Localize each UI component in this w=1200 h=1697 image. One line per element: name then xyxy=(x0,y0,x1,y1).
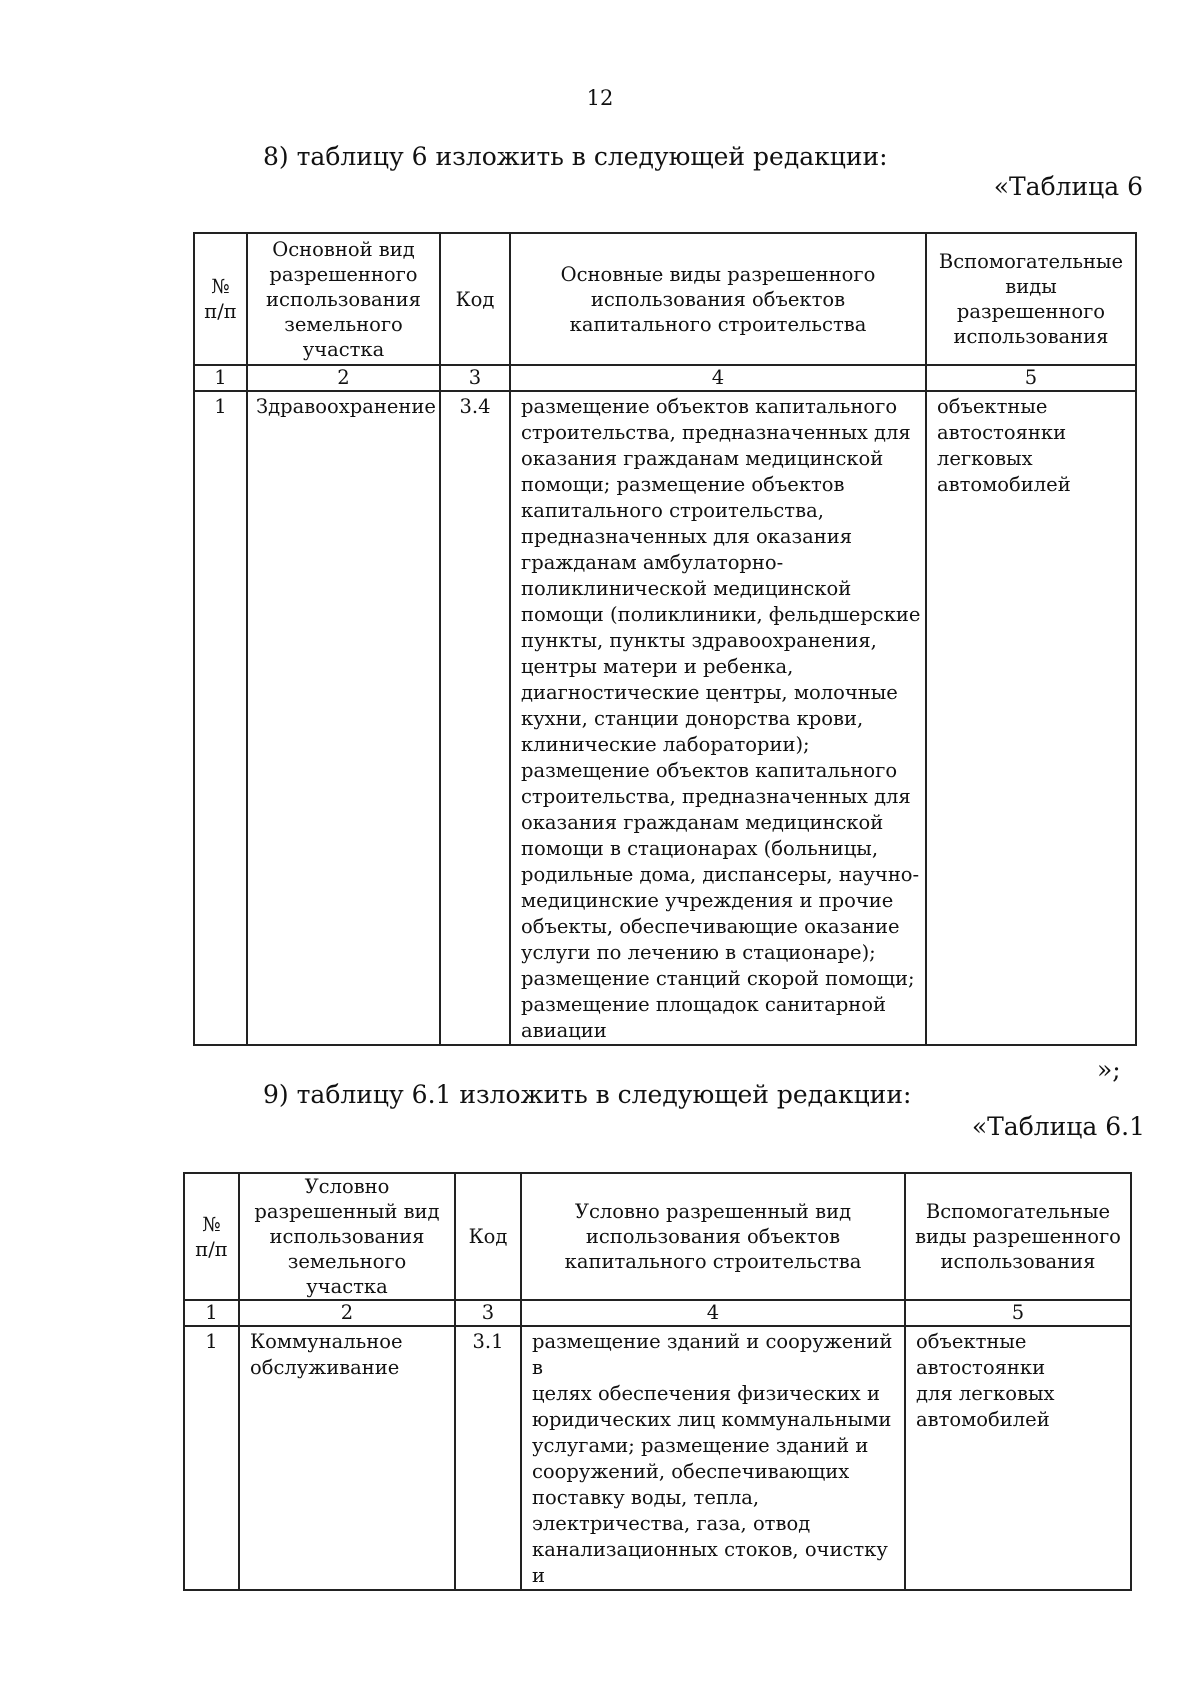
column-number: 2 xyxy=(247,365,440,391)
header-num: № п/п xyxy=(184,1173,239,1300)
row-description: размещение зданий и сооружений в целях обеспечения физических и юридических лиц коммунальными услугами; размещение зданий и сооружений, обеспечивающих поставку воды, тепла, электричества, газа, отвод канализационных стоков, очистку и xyxy=(521,1326,905,1590)
table-6-1-header-row xyxy=(184,1173,1131,1300)
header-auxiliary: Вспомогательные виды разрешенного использования xyxy=(905,1173,1131,1300)
page-number: 12 xyxy=(586,86,614,110)
table-6 xyxy=(193,232,1137,1046)
row-num: 1 xyxy=(184,1326,239,1590)
header-cond-type: Условно разрешенный вид использования земельного участка xyxy=(239,1173,455,1300)
table-6-1-column-numbers xyxy=(184,1300,1131,1326)
row-auxiliary: объектные автостоянки легковых автомобилей xyxy=(926,391,1136,1045)
row-description: размещение объектов капитального строительства, предназначенных для оказания гражданам медицинской помощи; размещение объектов капитального строительства, предназначенных для оказания гражданам амбулаторно- поликлинической медицинской помощи (поликлиники, фельдшерские пункты, пункты здравоохранения, центры матери и ребенка, диагностические центры, молочные кухни, станции донорства крови, клинические лаборатории); размещение объектов капитального строительства, предназначенных для оказания гражданам медицинской помощи в стационарах (больницы, родильные дома, диспансеры, научно- медицинские учреждения и прочие объекты, обеспечивающие оказание услуги по лечению в стационаре); размещение станций скорой помощи; размещение площадок санитарной авиации xyxy=(510,391,926,1045)
header-objects: Основные виды разрешенного использования объектов капитального строительства xyxy=(510,233,926,365)
row-code: 3.4 xyxy=(440,391,510,1045)
column-number: 2 xyxy=(239,1300,455,1326)
section-9-heading: 9) таблицу 6.1 изложить в следующей редакции: xyxy=(263,1080,912,1109)
header-code: Код xyxy=(440,233,510,365)
column-number: 1 xyxy=(184,1300,239,1326)
closing-quote: »; xyxy=(1097,1055,1121,1084)
row-num: 1 xyxy=(194,391,247,1045)
row-type: Здравоохранение xyxy=(247,391,440,1045)
header-main-type: Основной вид разрешенного использования земельного участка xyxy=(247,233,440,365)
table-6-caption: «Таблица 6 xyxy=(993,172,1143,201)
table-6-column-numbers xyxy=(194,365,1136,391)
column-number: 5 xyxy=(905,1300,1131,1326)
header-objects: Условно разрешенный вид использования объектов капитального строительства xyxy=(521,1173,905,1300)
table-6-header-row xyxy=(194,233,1136,365)
header-auxiliary: Вспомогательные виды разрешенного использования xyxy=(926,233,1136,365)
column-number: 5 xyxy=(926,365,1136,391)
column-number: 3 xyxy=(440,365,510,391)
column-number: 4 xyxy=(521,1300,905,1326)
table-6-1-caption: «Таблица 6.1 xyxy=(971,1112,1145,1141)
table-row xyxy=(184,1326,1131,1590)
header-code: Код xyxy=(455,1173,521,1300)
table-row xyxy=(194,391,1136,1045)
row-type: Коммунальное обслуживание xyxy=(239,1326,455,1590)
row-auxiliary: объектные автостоянки для легковых автомобилей xyxy=(905,1326,1131,1590)
section-8-heading: 8) таблицу 6 изложить в следующей редакции: xyxy=(263,142,888,171)
header-num: № п/п xyxy=(194,233,247,365)
column-number: 3 xyxy=(455,1300,521,1326)
column-number: 1 xyxy=(194,365,247,391)
row-code: 3.1 xyxy=(455,1326,521,1590)
table-6-1 xyxy=(183,1172,1132,1591)
column-number: 4 xyxy=(510,365,926,391)
